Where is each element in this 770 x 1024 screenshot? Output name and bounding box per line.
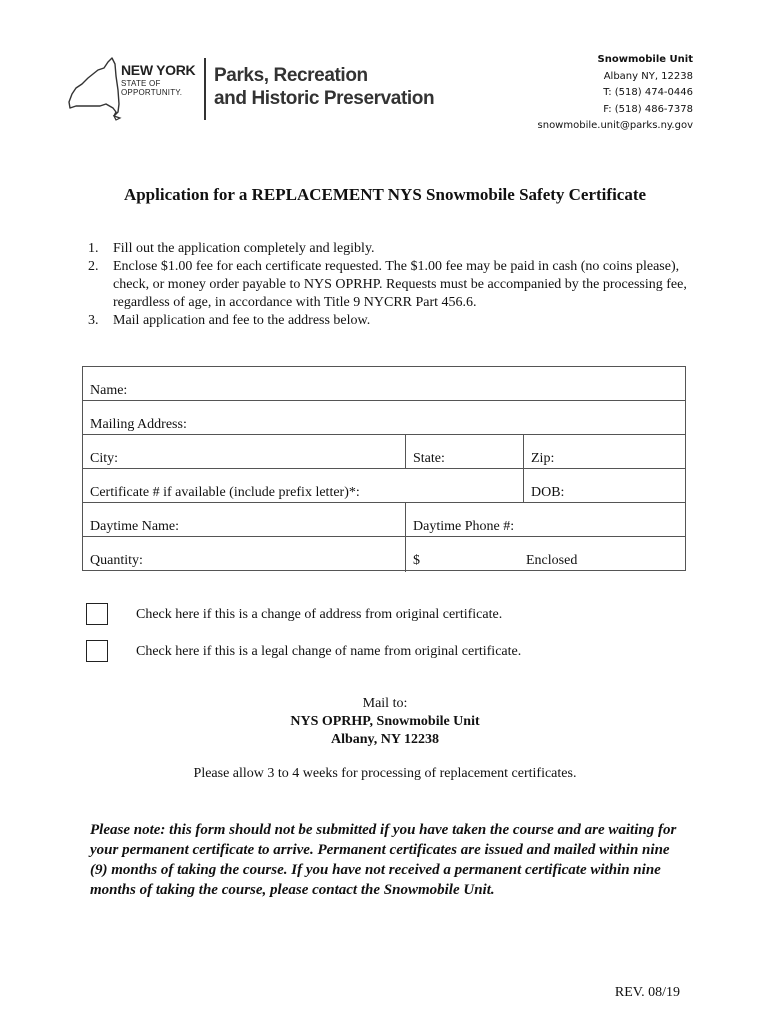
dob-field[interactable]: DOB: [523, 469, 687, 502]
new-york-state-map-icon [66, 54, 122, 124]
city-field[interactable]: City: [90, 451, 119, 466]
daytime-phone-field[interactable]: Daytime Phone #: [405, 503, 687, 536]
agency-name-line-2: and Historic Preservation [214, 88, 435, 109]
daytime-name-field[interactable]: Daytime Name: [90, 519, 180, 534]
mail-to-line-2: Albany, NY 12238 [330, 732, 439, 747]
form-row-address [83, 401, 685, 435]
instructions-list [88, 240, 688, 330]
change-of-name-row [86, 640, 686, 668]
form-row-city [83, 435, 685, 469]
logo-divider [204, 58, 206, 120]
state-field[interactable]: State: [405, 435, 523, 468]
agency-name [214, 64, 434, 110]
contact-block [538, 52, 693, 135]
instruction-item [88, 312, 688, 330]
change-of-address-row [86, 603, 686, 631]
instruction-item [88, 258, 688, 312]
change-of-name-checkbox[interactable] [86, 640, 108, 662]
quantity-field[interactable]: Quantity: [90, 553, 143, 568]
change-of-address-label: Check here if this is a change of address from original certificate. [136, 607, 503, 622]
agency-name-line-1: Parks, Recreation [214, 65, 368, 86]
contact-phone: T: (518) 474-0446 [603, 87, 693, 98]
page-title: Application for a REPLACEMENT NYS Snowmobile Safety Certificate [123, 185, 647, 204]
processing-time-note: Please allow 3 to 4 weeks for processing of replacement certificates. [193, 766, 577, 781]
state-tagline: STATE OF OPPORTUNITY. [121, 79, 183, 97]
instruction-number: 3. [88, 313, 99, 328]
amount-field[interactable] [405, 537, 687, 572]
nys-parks-logo [66, 54, 466, 124]
zip-field[interactable]: Zip: [523, 435, 687, 468]
state-name: NEW YORK [121, 62, 196, 78]
dollar-sign: $ [413, 553, 420, 568]
mail-to-block [0, 695, 770, 749]
mail-to-line-1: NYS OPRHP, Snowmobile Unit [290, 714, 480, 729]
contact-email[interactable]: snowmobile.unit@parks.ny.gov [537, 120, 693, 131]
name-field[interactable]: Name: [90, 383, 128, 398]
mailing-address-field[interactable]: Mailing Address: [90, 417, 187, 432]
application-form-table [82, 366, 686, 571]
instruction-text: Enclose $1.00 fee for each certificate requested. The $1.00 fee may be paid in cash (no coins please), check, or money order payable to NYS OPRHP. Requests must be accompanied by the processing fee, regardless of age, in accordance with Title 9 NYCRR Part 456.6. [113, 259, 687, 310]
contact-fax: F: (518) 486-7378 [603, 103, 693, 115]
instruction-text: Mail application and fee to the address below. [113, 313, 371, 328]
revision-label: REV. 08/19 [614, 985, 680, 1000]
form-row-name [83, 367, 685, 401]
instruction-text: Fill out the application completely and legibly. [113, 241, 375, 256]
form-row-certificate [83, 469, 685, 503]
form-row-quantity [83, 537, 685, 572]
instruction-item [88, 240, 688, 258]
instruction-number: 1. [88, 241, 99, 256]
mail-to-label: Mail to: [362, 696, 408, 711]
change-of-address-checkbox[interactable] [86, 603, 108, 625]
please-note-paragraph: Please note: this form should not be submitted if you have taken the course and are waiting for your permanent certificate to arrive. Permanent certificates are issued and mailed within nine (9) months of taking the course. If you have not received a permanent certificate within nine months of taking the course, please contact the Snowmobile Unit. [90, 822, 677, 898]
change-of-name-label: Check here if this is a legal change of name from original certificate. [136, 644, 522, 659]
instruction-number: 2. [88, 259, 99, 274]
contact-address: Albany NY, 12238 [603, 70, 693, 82]
enclosed-label: Enclosed [526, 553, 578, 568]
form-row-daytime [83, 503, 685, 537]
certificate-number-field[interactable]: Certificate # if available (include prefix letter)*: [90, 485, 360, 500]
contact-unit: Snowmobile Unit [597, 54, 693, 65]
